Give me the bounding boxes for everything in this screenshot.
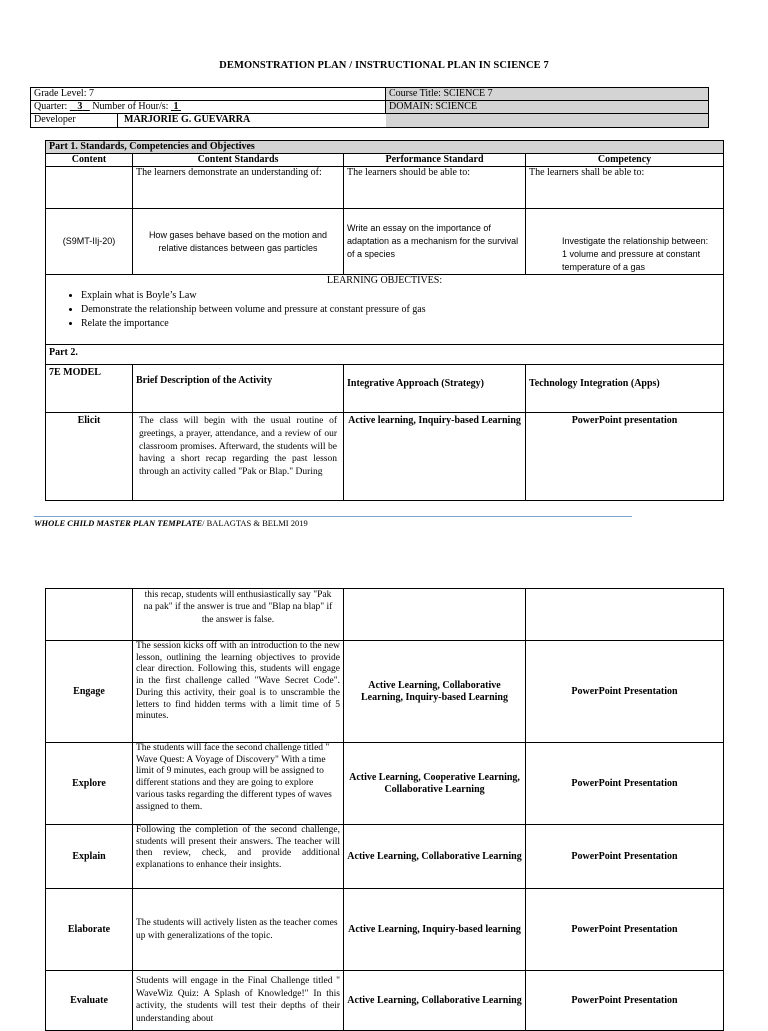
col-competency: Competency [526,154,724,167]
objective-item: • Relate the importance [81,318,720,330]
evaluate-strategy: Active Learning, Collaborative Learning [344,971,526,1031]
col-performance-standard: Performance Standard [344,154,526,167]
phase-elicit: Elicit [46,413,133,501]
engage-description: The session kicks off with an introduction to the new lesson, outlining the learning objectives to provide clear direction. Following this, students will engage in the first challenge called "Wave Secret Code". During this activity, their goal is to unscramble the letters to find hidden terms with a limit time of 5 minutes. [133,641,344,743]
developer-label: Developer [31,114,118,127]
content-code: (S9MT-IIj-20) [46,209,133,275]
phase-elaborate: Elaborate [46,889,133,971]
competency-text: Investigate the relationship between: 1 volume and pressure at constant temperature of a gas [526,209,724,275]
elicit-strategy: Active learning, Inquiry-based Learning [344,413,526,501]
phase-evaluate: Evaluate [46,971,133,1031]
engage-tech: PowerPoint Presentation [526,641,724,743]
cont-description: this recap, students will enthusiastically say "Pak na pak" if the answer is true and "Blap na blap" if the answer is false. [133,589,344,641]
quarter-value: 3 [77,101,83,112]
col-brief-description: Brief Description of the Activity [133,365,344,413]
document-title: DEMONSTRATION PLAN / INSTRUCTIONAL PLAN IN SCIENCE 7 [219,60,549,71]
phase-explore: Explore [46,743,133,825]
developer-cell [31,114,386,128]
objective-item: • Explain what is Boyle’s Law [81,290,720,302]
footer-rule [34,516,632,517]
content-standard-text: How gases behave based on the motion and relative distances between gas particles [133,209,344,275]
part2-continued-table [45,588,724,1031]
elicit-description: The class will begin with the usual routine of greetings, a prayer, attendance, and a review of our classroom promises. Afterward, the students will be having a short recap regarding the past lesson through an activity called "Pak or Blap." During [133,413,344,501]
explain-description: Following the completion of the second challenge, students will present their answers. The teacher will then review, check, and provide additional explanations to enhance their insights. [133,825,344,889]
course-title: Course Title: SCIENCE 7 [386,88,709,101]
developer-name: MARJORIE G. GUEVARRA [124,114,251,125]
engage-strategy: Active Learning, Collaborative Learning, Inquiry-based Learning [344,641,526,743]
intro-content [46,167,133,209]
hours-value: 1 [173,101,179,112]
intro-content-standards: The learners demonstrate an understanding of: [133,167,344,209]
part2-heading: Part 2. [46,345,724,365]
evaluate-tech: PowerPoint Presentation [526,971,724,1031]
developer-fill [386,114,709,128]
cont-strategy [344,589,526,641]
learning-objectives [46,275,724,345]
elaborate-strategy: Active Learning, Inquiry-based learning [344,889,526,971]
evaluate-description: Students will engage in the Final Challenge titled " WaveWiz Quiz: A Splash of Knowledge!" In this activity, the students will test their depths of their understanding about [133,971,344,1031]
col-content: Content [46,154,133,167]
intro-competency: The learners shall be able to: [526,167,724,209]
elicit-tech: PowerPoint presentation [526,413,724,501]
phase-explain: Explain [46,825,133,889]
col-integrative-approach: Integrative Approach (Strategy) [344,365,526,413]
grade-level: Grade Level: 7 [31,88,386,101]
col-content-standards: Content Standards [133,154,344,167]
domain: DOMAIN: SCIENCE [386,101,709,114]
col-7e-model: 7E MODEL [46,365,133,413]
header-table [30,87,709,128]
explore-tech: PowerPoint Presentation [526,743,724,825]
explore-strategy: Active Learning, Cooperative Learning, Collaborative Learning [344,743,526,825]
explore-description: The students will face the second challenge titled " Wave Quest: A Voyage of Discovery" With a time limit of 9 minutes, each group will be assigned to different stations and they are going to explore various tasks regarding the different types of waves assigned to them. [133,743,344,825]
objective-item: • Demonstrate the relationship between volume and pressure at constant pressure of gas [81,304,720,316]
elaborate-description: The students will actively listen as the teacher comes up with generalizations of the topic. [133,889,344,971]
explain-tech: PowerPoint Presentation [526,825,724,889]
part1-table [45,140,724,501]
objectives-heading: LEARNING OBJECTIVES: [326,275,443,286]
intro-performance-standard: The learners should be able to: [344,167,526,209]
part1-heading: Part 1. Standards, Competencies and Objectives [46,141,724,154]
quarter-hours [31,101,386,114]
footer-template: WHOLE CHILD MASTER PLAN TEMPLATE [34,518,203,528]
cont-tech [526,589,724,641]
elaborate-tech: PowerPoint Presentation [526,889,724,971]
phase-engage: Engage [46,641,133,743]
footer-credit: / BALAGTAS & BELMI 2019 [202,518,308,528]
performance-standard-text: Write an essay on the importance of adaptation as a mechanism for the survival of a species [344,209,526,275]
quarter-label: Quarter: [34,101,70,112]
col-technology-integration: Technology Integration (Apps) [526,365,724,413]
hours-label: Number of Hour/s: [92,101,171,112]
footer [34,518,308,528]
objectives-list [49,290,720,330]
explain-strategy: Active Learning, Collaborative Learning [344,825,526,889]
cont-phase [46,589,133,641]
